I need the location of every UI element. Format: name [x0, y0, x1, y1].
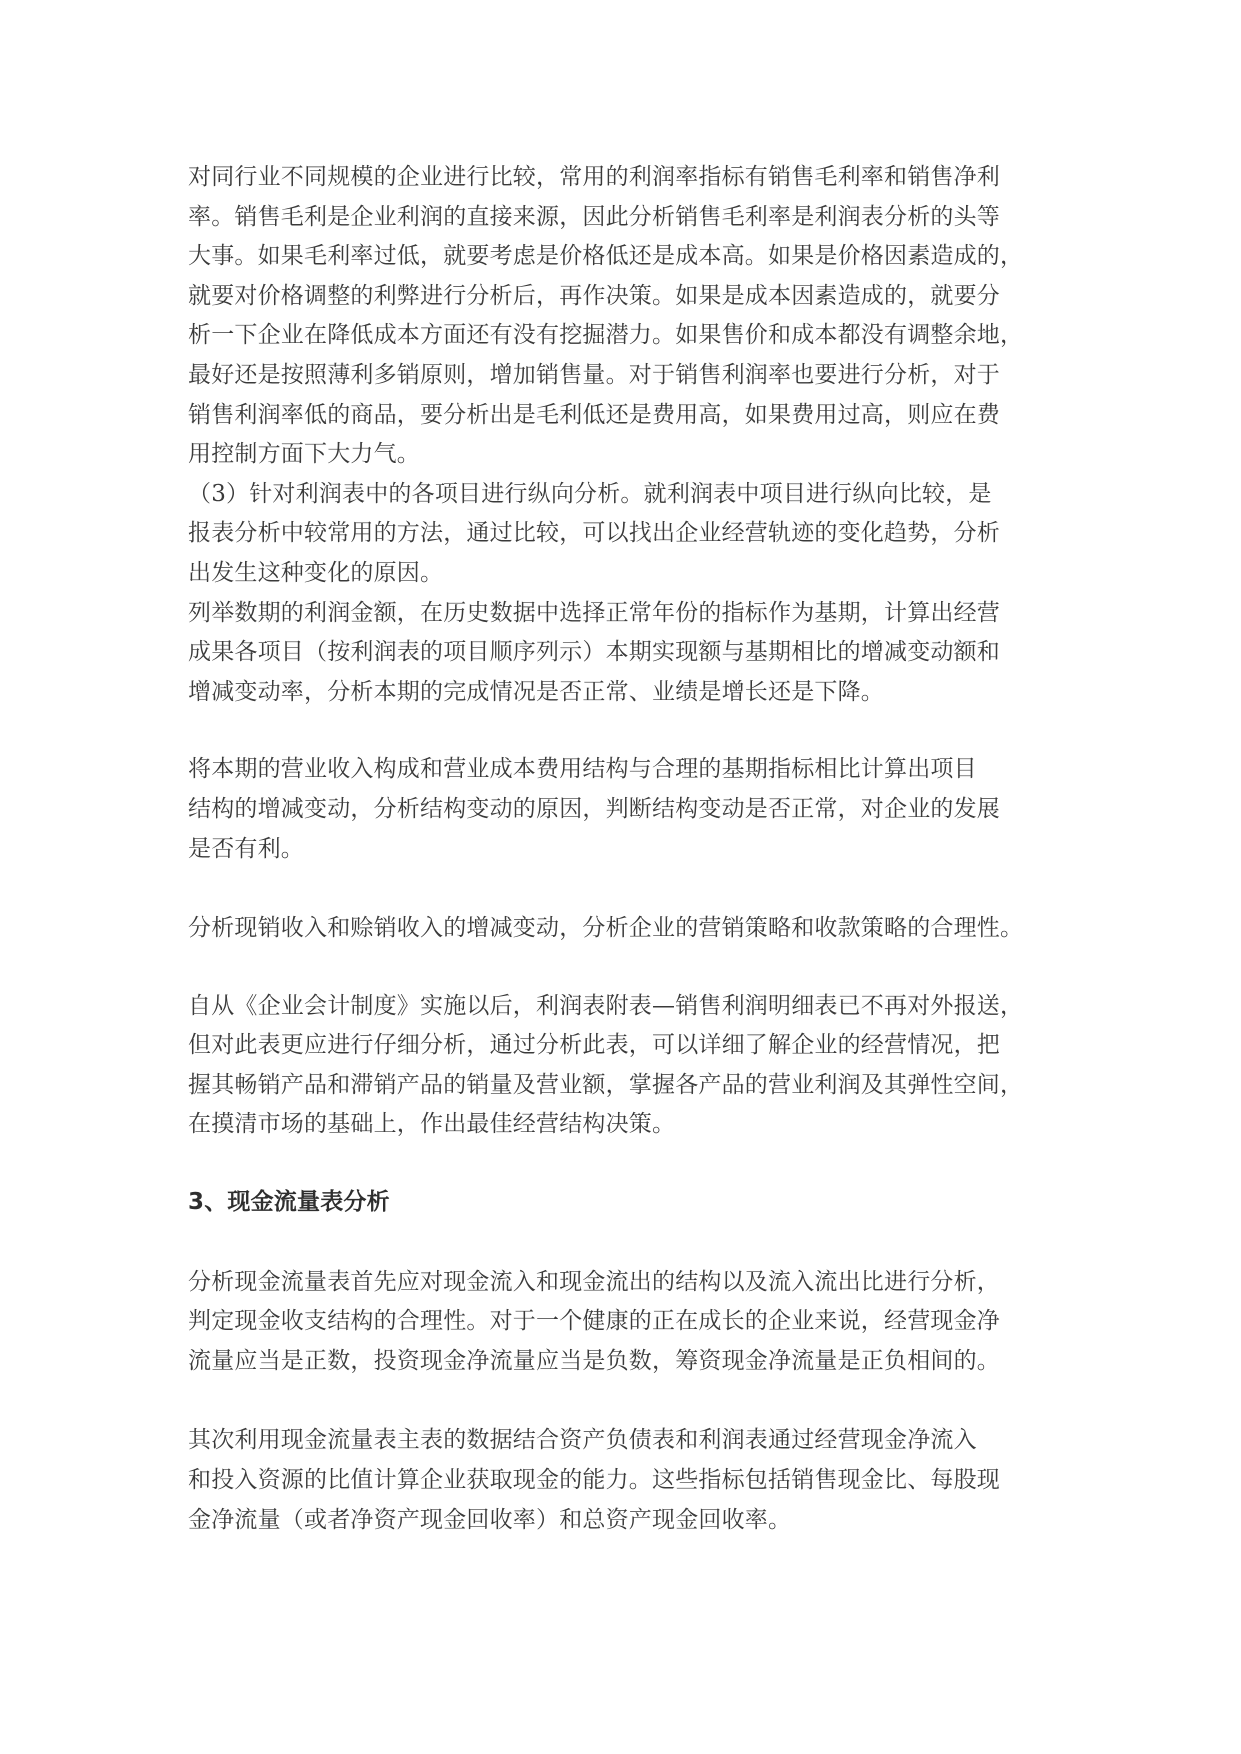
- paragraph-sales-mix: [188, 909, 1068, 949]
- paragraph-structure-change: [188, 750, 1068, 869]
- text-line: 分析现金流量表首先应对现金流入和现金流出的结构以及流入流出比进行分析，: [188, 1268, 1000, 1295]
- text-line: 成果各项目（按利润表的项目顺序列示）本期实现额与基期相比的增减变动额和: [188, 639, 1000, 666]
- text-line: （3）针对利润表中的各项目进行纵向分析。就利润表中项目进行纵向比较，是: [188, 480, 992, 507]
- text-line: 结构的增减变动，分析结构变动的原因，判断结构变动是否正常，对企业的发展: [188, 795, 1000, 822]
- text-line: 和投入资源的比值计算企业获取现金的能力。这些指标包括销售现金比、每股现: [188, 1467, 1000, 1494]
- text-line: 报表分析中较常用的方法，通过比较，可以找出企业经营轨迹的变化趋势，分析: [188, 520, 1000, 547]
- text-line: 流量应当是正数，投资现金净流量应当是负数，筹资现金净流量是正负相间的。: [188, 1347, 1000, 1374]
- paragraph-base-period: [188, 594, 1068, 713]
- text-line: 分析现销收入和赊销收入的增减变动，分析企业的营销策略和收款策略的合理性。: [188, 915, 1024, 942]
- paragraph-spacer: [188, 1145, 1068, 1183]
- paragraph-cash-ratios: [188, 1421, 1068, 1540]
- text-line: 在摸清市场的基础上，作出最佳经营结构决策。: [188, 1111, 676, 1138]
- text-line: 将本期的营业收入构成和营业成本费用结构与合理的基期指标相比计算出项目: [188, 756, 977, 783]
- text-line: 率。销售毛利是企业利润的直接来源，因此分析销售毛利率是利润表分析的头等: [188, 203, 1000, 230]
- paragraph-schedule: [188, 987, 1068, 1145]
- text-line: 增减变动率，分析本期的完成情况是否正常、业绩是增长还是下降。: [188, 678, 884, 705]
- section-heading: 3、现金流量表分析: [188, 1189, 390, 1216]
- text-line: 是否有利。: [188, 835, 304, 862]
- text-line: 金净流量（或者净资产现金回收率）和总资产现金回收率。: [188, 1506, 792, 1533]
- text-line: 用控制方面下大力气。: [188, 441, 420, 468]
- text-line: 销售利润率低的商品，要分析出是毛利低还是费用高，如果费用过高，则应在费: [188, 401, 1000, 428]
- paragraph-spacer: [188, 869, 1068, 909]
- text-line: 但对此表更应进行仔细分析，通过分析此表，可以详细了解企业的经营情况，把: [188, 1032, 1000, 1059]
- document-body: [188, 158, 1068, 1540]
- paragraph-spacer: [188, 1223, 1068, 1263]
- text-line: 列举数期的利润金额，在历史数据中选择正常年份的指标作为基期，计算出经营: [188, 599, 1000, 626]
- text-line: 判定现金收支结构的合理性。对于一个健康的正在成长的企业来说，经营现金净: [188, 1308, 1000, 1335]
- paragraph-profit-margin: [188, 158, 1068, 475]
- text-line: 最好还是按照薄利多销原则，增加销售量。对于销售利润率也要进行分析，对于: [188, 361, 1000, 388]
- paragraph-spacer: [188, 949, 1068, 987]
- paragraph-spacer: [188, 1381, 1068, 1421]
- text-line: 握其畅销产品和滞销产品的销量及营业额，掌握各产品的营业利润及其弹性空间，: [188, 1071, 1024, 1098]
- text-line: 就要对价格调整的利弊进行分析后，再作决策。如果是成本因素造成的，就要分: [188, 282, 1000, 309]
- text-line: 出发生这种变化的原因。: [188, 559, 444, 586]
- paragraph-vertical-analysis: [188, 475, 1068, 594]
- text-line: 其次利用现金流量表主表的数据结合资产负债表和利润表通过经营现金净流入: [188, 1427, 977, 1454]
- paragraph-spacer: [188, 712, 1068, 750]
- text-line: 大事。如果毛利率过低，就要考虑是价格低还是成本高。如果是价格因素造成的，: [188, 243, 1024, 270]
- text-line: 析一下企业在降低成本方面还有没有挖掘潜力。如果售价和成本都没有调整余地，: [188, 322, 1024, 349]
- text-line: 对同行业不同规模的企业进行比较，常用的利润率指标有销售毛利率和销售净利: [188, 164, 1000, 190]
- paragraph-cash-flow-structure: [188, 1263, 1068, 1382]
- text-line: 自从《企业会计制度》实施以后，利润表附表—销售利润明细表已不再对外报送，: [188, 992, 1024, 1019]
